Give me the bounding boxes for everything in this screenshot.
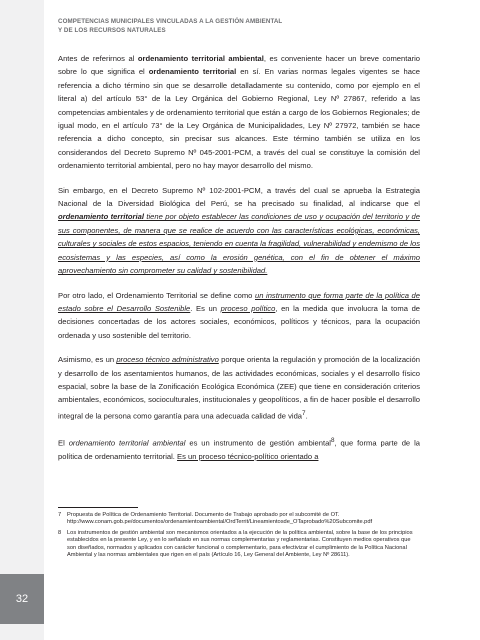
- footnote-8: [58, 530, 420, 560]
- p1-text-c: , es conveniente hacer un breve comentario sobre lo que significa el: [58, 54, 421, 77]
- running-header-line-1: COMPETENCIAS MUNICIPALES VINCULADAS A LA GESTIÓN AMBIENTAL: [58, 18, 283, 25]
- p4-text-d: .: [305, 411, 308, 421]
- paragraph-5: [58, 434, 420, 463]
- body-text: [58, 52, 420, 474]
- page-number: 32: [0, 574, 44, 624]
- p5-underlined-process: Es un proceso técnico-político orientado a: [177, 451, 319, 461]
- p5-text-c: es un instrumento de gestión ambiental: [185, 438, 331, 448]
- p4-text-a: Asimismo, es un: [58, 355, 117, 365]
- p3-text-e: , en la medida que involucra la toma de decisiones concertadas de los actores sociales, económicos, políticos y técnicos, para la ocupación ordenada y uso sostenible del territorio.: [58, 303, 421, 340]
- p1-bold-term-1: ordenamiento territorial ambiental: [137, 54, 264, 63]
- footnote-ref-8: 8: [330, 436, 335, 444]
- p2-text-a: Sin embargo, en el Decreto Supremo Nº 102-2001-PCM, a través del cual se aprueba la Estrategia Nacional de la Diversidad Biológica del Perú, se ha precisado su finalidad, al indicarse que el: [58, 185, 420, 209]
- p3-underlined-instrument: un instrumento que forma parte de la política de estado sobre el Desarrollo Sostenible: [58, 290, 420, 313]
- p1-text-e: en sí. En varias normas legales vigentes se hace referencia a dicho término sin que se desarrolle detalladamente su contenido, como por ejemplo en el literal a) del artículo 53° de la Ley Orgánica del Gobierno Regional, Ley Nº 27867, referido a las competencias ambientales y de ordenamiento territorial que están a cargo de los Gobiernos Regionales; de igual modo, en el artículo 73° de la Ley Orgánica de Municipalidades, Ley Nº 27972, también se hace referencia a dicho concepto, sin precisar sus alcances. Este término también se utiliza en los considerandos del Decreto Supremo Nº 045-2001-PCM, a través del cual se constituye la comisión del ordenamiento territorial ambiental, pero no hay mayor desarrollo del mismo.: [58, 67, 421, 171]
- footnote-divider: [58, 507, 138, 508]
- running-header: [58, 17, 458, 35]
- paragraph-2: [58, 184, 420, 278]
- footnote-ref-7: 7: [302, 409, 306, 417]
- footnote-number: 8: [58, 529, 62, 536]
- footnotes: [58, 507, 420, 562]
- paragraph-4: [58, 353, 420, 423]
- p1-text-a: Antes de referirnos al: [58, 54, 138, 63]
- p5-text-a: El: [58, 438, 69, 448]
- footnote-text: Los instrumentos de gestión ambiental son mecanismos orientados a la ejecución de la política ambiental, sobre la base de los principios establecidos en la presente Ley, y en lo señalado en sus normas complementarias y reglamentarias. Constituyen medios operativos que son diseñados, normados y aplicados con carácter funcional o complementario, para efectivizar el cumplimiento de la Política Nacional Ambiental y las normas ambientales que rigen en el país (Artículo 16, Ley General del Ambiente, Ley Nº 28611).: [67, 529, 413, 559]
- p2-underlined-definition: tiene por objeto establecer las condiciones de uso y ocupación del territorio y de sus componentes, de manera que se realice de acuerdo con las características ecológicas, económicas, culturales y sociales de estos espacios, teniendo en cuenta la fragilidad, vulnerabilidad y endemismo de los ecosistemas y las especies, así como la erosión genética, con el fin de obtener el máximo aprovechamiento sin comprometer su calidad y sostenibilidad.: [58, 212, 421, 276]
- p5-text-d: , que forma parte de la política de ordenamiento territorial.: [58, 438, 420, 461]
- p4-text-c: porque orienta la regulación y promoción de la localización y desarrollo de los asentamientos humanos, de las actividades económicas, sociales y el desarrollo físico espacial, sobre la base de la Zonificación Ecológica Económica (ZEE) que tiene en consideración criterios ambientales, económicos, socioculturales, institucionales y geopolíticos, a fin de hacer posible el desarrollo integral de la persona como garantía para una adecuada calidad de vida: [58, 355, 420, 421]
- paragraph-1: [58, 52, 420, 173]
- paragraph-3: [58, 289, 420, 343]
- p5-italic-term: ordenamiento territorial ambiental: [68, 438, 186, 448]
- page-sidebar: [0, 0, 44, 640]
- p3-text-c: . Es un: [190, 303, 221, 313]
- p3-underlined-process: proceso político: [220, 303, 276, 313]
- running-header-line-2: Y DE LOS RECURSOS NATURALES: [58, 27, 166, 34]
- p3-text-a: Por otro lado, el Ordenamiento Territorial se define como: [58, 290, 255, 300]
- footnote-text: Propuesta de Política de Ordenamiento Territorial. Documento de Trabajo aprobado por el subcomité de OT. http://www.conam.gob.pe/documentos/ordenamientoambiental/OrdTerrit/Lineamientosde_OTaprobado%20Subcomite.pdf: [67, 512, 373, 526]
- footnote-number: 7: [58, 512, 62, 518]
- footnote-7: [58, 512, 420, 527]
- p2-emphasis-term: ordenamiento territorial: [58, 212, 144, 222]
- p1-bold-term-2: ordenamiento territorial: [148, 67, 237, 77]
- p4-underlined-process: proceso técnico administrativo: [116, 355, 219, 365]
